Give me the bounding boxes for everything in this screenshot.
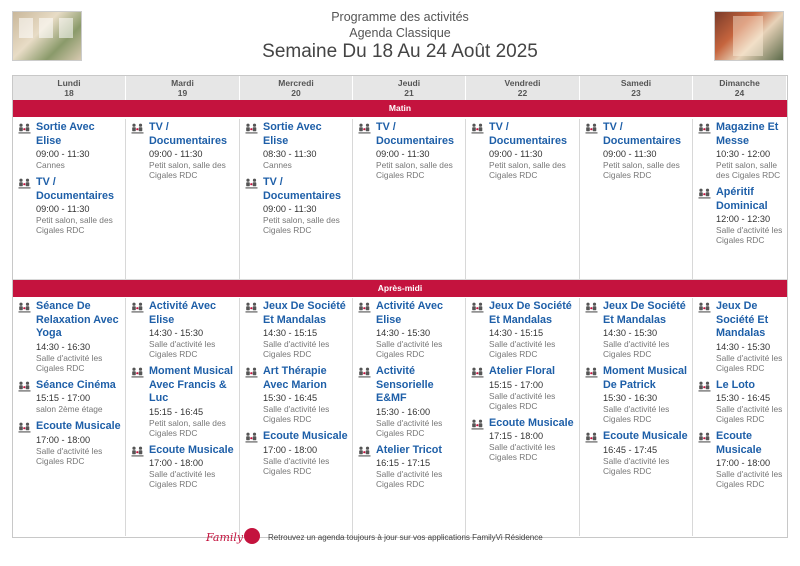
activity-item[interactable] xyxy=(358,365,462,438)
activity-time: 16:15 - 17:15 xyxy=(376,458,431,468)
activity-time: 09:00 - 11:30 xyxy=(36,149,90,159)
activity-place: Salle d'activité les Cigales RDC xyxy=(263,455,330,476)
footer-text: Retrouvez un agenda toujours à jour sur vos applications FamilyVi Résidence xyxy=(268,533,543,542)
people-group-icon xyxy=(245,178,258,190)
activity-title: Moment Musical Avec Francis & Luc xyxy=(149,365,233,404)
band-morning: Matin xyxy=(13,100,787,117)
activity-time: 16:45 - 17:45 xyxy=(603,444,658,455)
activity-place: Salle d'activité les Cigales RDC xyxy=(603,339,670,359)
activity-item[interactable] xyxy=(698,379,784,425)
afternoon-cell-mardi xyxy=(126,298,240,536)
activity-title: Moment Musical De Patrick xyxy=(603,365,687,391)
page-header xyxy=(0,0,800,72)
activity-item[interactable] xyxy=(585,121,689,180)
activity-place: Salle d'activité les Cigales RDC xyxy=(489,339,556,359)
activity-time: 17:00 - 18:00 xyxy=(716,458,771,468)
activity-time: 09:00 - 11:30 xyxy=(36,204,90,214)
activity-place: Salle d'activité les Cigales RDC xyxy=(36,352,103,373)
activity-item[interactable] xyxy=(131,121,236,180)
activity-item[interactable] xyxy=(131,365,236,438)
activity-title: Magazine Et Messe xyxy=(716,121,779,147)
activity-time: 12:00 - 12:30 xyxy=(716,214,771,224)
activity-title: TV / Documentaires xyxy=(603,121,682,147)
activity-place: salon 2ème étage xyxy=(36,404,103,414)
activity-item[interactable] xyxy=(698,186,784,245)
activity-item[interactable] xyxy=(698,430,784,489)
afternoon-cell-samedi xyxy=(580,298,693,536)
activity-item[interactable] xyxy=(471,417,576,463)
activity-place: Salle d'activité les Cigales RDC xyxy=(263,404,330,424)
activity-title: Sortie Avec Elise xyxy=(263,121,322,147)
morning-cell-mercredi xyxy=(240,119,353,279)
people-group-icon xyxy=(585,432,598,444)
people-group-icon xyxy=(18,422,31,434)
people-group-icon xyxy=(358,123,371,135)
activity-item[interactable] xyxy=(131,444,236,490)
activity-item[interactable] xyxy=(245,300,349,359)
footer xyxy=(0,528,800,550)
people-group-icon xyxy=(585,367,598,379)
activity-item[interactable] xyxy=(131,300,236,359)
band-afternoon: Après-midi xyxy=(13,280,787,297)
activity-item[interactable] xyxy=(18,379,122,415)
people-group-icon xyxy=(698,188,711,200)
activity-time: 17:00 - 18:00 xyxy=(263,444,318,455)
activity-title: Jeux De Société Et Mandalas xyxy=(489,300,572,326)
activity-place: Cannes xyxy=(36,160,65,170)
day-header-mardi xyxy=(126,76,240,100)
day-number: 18 xyxy=(64,88,74,98)
activity-item[interactable] xyxy=(18,300,122,373)
activity-place: Salle d'activité les Cigales RDC xyxy=(489,442,556,462)
activity-time: 09:00 - 11:30 xyxy=(376,149,430,159)
activity-title: TV / Documentaires xyxy=(489,121,568,147)
activity-item[interactable] xyxy=(471,121,576,180)
activity-title: Ecoute Musicale xyxy=(263,430,348,442)
activity-place: Salle d'activité les Cigales RDC xyxy=(603,455,670,476)
people-group-icon xyxy=(471,302,484,314)
activity-title: TV / Documentaires xyxy=(263,176,342,202)
day-number: 24 xyxy=(734,88,745,98)
activity-time: 09:00 - 11:30 xyxy=(149,149,203,159)
people-group-icon xyxy=(131,123,144,135)
afternoon-cell-lundi xyxy=(13,298,126,536)
activity-time: 15:30 - 16:45 xyxy=(716,393,771,403)
day-name: Lundi xyxy=(57,78,81,88)
activity-item[interactable] xyxy=(245,121,349,170)
activity-title: Ecoute Musicale xyxy=(489,416,574,429)
activity-title: Ecoute Musicale xyxy=(716,430,762,456)
morning-cell-mardi xyxy=(126,119,240,279)
activity-place: Cannes xyxy=(263,160,292,170)
activity-place: Salle d'activité les Cigales RDC xyxy=(376,469,443,489)
activity-title: TV / Documentaires xyxy=(36,176,115,202)
day-name: Samedi xyxy=(620,78,652,88)
day-number: 23 xyxy=(631,88,641,98)
activity-item[interactable] xyxy=(698,300,784,373)
activity-time: 15:30 - 16:30 xyxy=(603,393,658,403)
activity-time: 10:30 - 12:00 xyxy=(716,149,771,159)
brand-logo: Family xyxy=(206,531,244,544)
activity-place: Petit salon, salle des Cigales RDC xyxy=(149,417,226,438)
activity-time: 14:30 - 15:30 xyxy=(376,328,431,338)
day-header-mercredi xyxy=(240,76,353,100)
day-number: 21 xyxy=(404,88,414,98)
activity-place: Salle d'activité les Cigales RDC xyxy=(149,339,216,359)
afternoon-cell-vendredi xyxy=(466,298,580,536)
activity-place: Petit salon, salle des Cigales RDC xyxy=(489,160,566,180)
activity-place: Salle d'activité les Cigales RDC xyxy=(716,225,783,245)
activity-time: 17:15 - 18:00 xyxy=(489,431,544,441)
activity-title: Sortie Avec Elise xyxy=(36,121,95,147)
day-name: Jeudi xyxy=(397,78,421,88)
activity-place: Salle d'activité les Cigales RDC xyxy=(376,339,443,359)
people-group-icon xyxy=(698,381,711,393)
activity-title: Jeux De Société Et Mandalas xyxy=(716,300,769,339)
activity-time: 14:30 - 15:30 xyxy=(716,341,771,352)
people-group-icon xyxy=(18,123,31,135)
activity-title: Ecoute Musicale xyxy=(149,443,234,456)
activity-item[interactable] xyxy=(245,430,349,476)
activity-place: Petit salon, salle des Cigales RDC xyxy=(376,160,453,180)
activity-time: 14:30 - 16:30 xyxy=(36,341,91,352)
people-group-icon xyxy=(585,302,598,314)
afternoon-cell-dimanche xyxy=(693,298,787,536)
day-header-vendredi xyxy=(466,76,580,100)
activity-title: Atelier Floral xyxy=(489,365,555,377)
activity-time: 17:00 - 18:00 xyxy=(36,434,91,445)
activity-time: 14:30 - 15:15 xyxy=(489,328,544,338)
day-name: Mercredi xyxy=(278,78,314,88)
activity-item[interactable] xyxy=(471,365,576,411)
people-group-icon xyxy=(358,302,371,314)
morning-cell-samedi xyxy=(580,119,693,279)
day-name: Mardi xyxy=(171,78,194,88)
activity-title: Jeux De Société Et Mandalas xyxy=(263,300,346,326)
activity-title: Apéritif Dominical xyxy=(716,186,768,212)
people-group-icon xyxy=(585,123,598,135)
people-group-icon xyxy=(698,432,711,444)
activity-item[interactable] xyxy=(245,176,349,235)
activity-time: 15:15 - 17:00 xyxy=(36,393,91,403)
morning-cell-vendredi xyxy=(466,119,580,279)
residence-entrance-photo xyxy=(714,11,784,61)
activity-place: Salle d'activité les Cigales RDC xyxy=(263,339,330,359)
activity-title: TV / Documentaires xyxy=(149,121,228,147)
people-group-icon xyxy=(18,178,31,190)
activity-title: Ecoute Musicale xyxy=(603,430,688,442)
people-group-icon xyxy=(18,302,31,314)
afternoon-cell-jeudi xyxy=(353,298,466,536)
activity-item[interactable] xyxy=(585,365,689,424)
activity-item[interactable] xyxy=(585,300,689,359)
day-header-lundi xyxy=(13,76,126,100)
morning-cell-jeudi xyxy=(353,119,466,279)
people-group-icon xyxy=(471,123,484,135)
activity-place: Petit salon, salle des Cigales RDC xyxy=(603,160,680,180)
activity-time: 08:30 - 11:30 xyxy=(263,149,317,159)
activity-item[interactable] xyxy=(471,300,576,359)
day-number: 20 xyxy=(291,88,301,98)
activity-item[interactable] xyxy=(18,121,122,170)
agenda-grid xyxy=(12,75,788,538)
day-header-dimanche xyxy=(693,76,787,100)
people-group-icon xyxy=(131,446,144,458)
people-group-icon xyxy=(245,432,258,444)
people-group-icon xyxy=(358,446,371,458)
people-group-icon xyxy=(245,302,258,314)
people-group-icon xyxy=(358,367,371,379)
activity-title: TV / Documentaires xyxy=(376,121,455,147)
activity-place: Petit salon, salle des Cigales RDC xyxy=(716,160,781,180)
activity-time: 09:00 - 11:30 xyxy=(489,149,543,159)
day-header-jeudi xyxy=(353,76,466,100)
header-line-1: Programme des activités xyxy=(331,10,469,24)
activity-place: Salle d'activité les Cigales RDC xyxy=(489,390,556,411)
day-header-row xyxy=(13,76,787,100)
activity-time: 09:00 - 11:30 xyxy=(263,204,317,214)
activity-time: 15:15 - 17:00 xyxy=(489,379,544,390)
activity-title: Ecoute Musicale xyxy=(36,420,121,432)
morning-cell-lundi xyxy=(13,119,126,279)
activity-place: Salle d'activité les Cigales RDC xyxy=(716,469,783,489)
activity-title: Séance De Relaxation Avec Yoga xyxy=(36,300,119,339)
day-name: Vendredi xyxy=(504,78,541,88)
activity-item[interactable] xyxy=(18,420,122,466)
activity-title: Séance Cinéma xyxy=(36,378,116,391)
day-name: Dimanche xyxy=(719,78,760,88)
activity-time: 14:30 - 15:15 xyxy=(263,328,318,338)
activity-title: Le Loto xyxy=(716,378,755,391)
activity-title: Atelier Tricot xyxy=(376,443,442,456)
activity-place: Salle d'activité les Cigales RDC xyxy=(149,469,216,489)
page-title: Semaine Du 18 Au 24 Août 2025 xyxy=(262,41,538,62)
people-group-icon xyxy=(131,367,144,379)
people-group-icon xyxy=(471,419,484,431)
activity-item[interactable] xyxy=(358,300,462,359)
activity-item[interactable] xyxy=(358,121,462,180)
activity-item[interactable] xyxy=(245,365,349,424)
people-group-icon xyxy=(131,302,144,314)
people-group-icon xyxy=(245,367,258,379)
activity-title: Activité Avec Elise xyxy=(376,300,444,326)
brand-logo-mark xyxy=(244,528,260,544)
activity-time: 09:00 - 11:30 xyxy=(603,149,657,159)
day-header-samedi xyxy=(580,76,693,100)
activity-title: Activité Avec Elise xyxy=(149,300,217,326)
header-line-2: Agenda Classique xyxy=(349,26,451,40)
people-group-icon xyxy=(18,381,31,393)
people-group-icon xyxy=(245,123,258,135)
activity-time: 17:00 - 18:00 xyxy=(149,458,204,468)
people-group-icon xyxy=(698,302,711,314)
activity-time: 14:30 - 15:30 xyxy=(149,328,204,338)
activity-title: Art Thérapie Avec Marion xyxy=(263,365,327,391)
activity-time: 15:15 - 16:45 xyxy=(149,406,204,417)
activity-place: Salle d'activité les Cigales RDC xyxy=(603,404,670,424)
day-number: 22 xyxy=(517,88,528,98)
activity-place: Petit salon, salle des Cigales RDC xyxy=(36,215,113,235)
activity-title: Activité Sensorielle E&MF xyxy=(376,365,434,404)
activity-place: Petit salon, salle des Cigales RDC xyxy=(263,215,340,235)
activity-time: 15:30 - 16:45 xyxy=(263,393,318,403)
activity-place: Salle d'activité les Cigales RDC xyxy=(716,352,783,373)
activity-time: 15:30 - 16:00 xyxy=(376,406,431,417)
activity-place: Salle d'activité les Cigales RDC xyxy=(716,404,783,424)
activity-place: Salle d'activité les Cigales RDC xyxy=(376,417,443,438)
activity-place: Petit salon, salle des Cigales RDC xyxy=(149,160,226,180)
activity-time: 14:30 - 15:30 xyxy=(603,328,658,338)
activity-item[interactable] xyxy=(585,430,689,476)
activity-place: Salle d'activité les Cigales RDC xyxy=(36,445,103,466)
activity-item[interactable] xyxy=(18,176,122,235)
morning-cell-dimanche xyxy=(693,119,787,279)
activity-item[interactable] xyxy=(358,444,462,490)
people-group-icon xyxy=(471,367,484,379)
activity-item[interactable] xyxy=(698,121,784,180)
day-number: 19 xyxy=(177,88,188,98)
people-group-icon xyxy=(698,123,711,135)
activity-title: Jeux De Société Et Mandalas xyxy=(603,300,686,326)
afternoon-cell-mercredi xyxy=(240,298,353,536)
